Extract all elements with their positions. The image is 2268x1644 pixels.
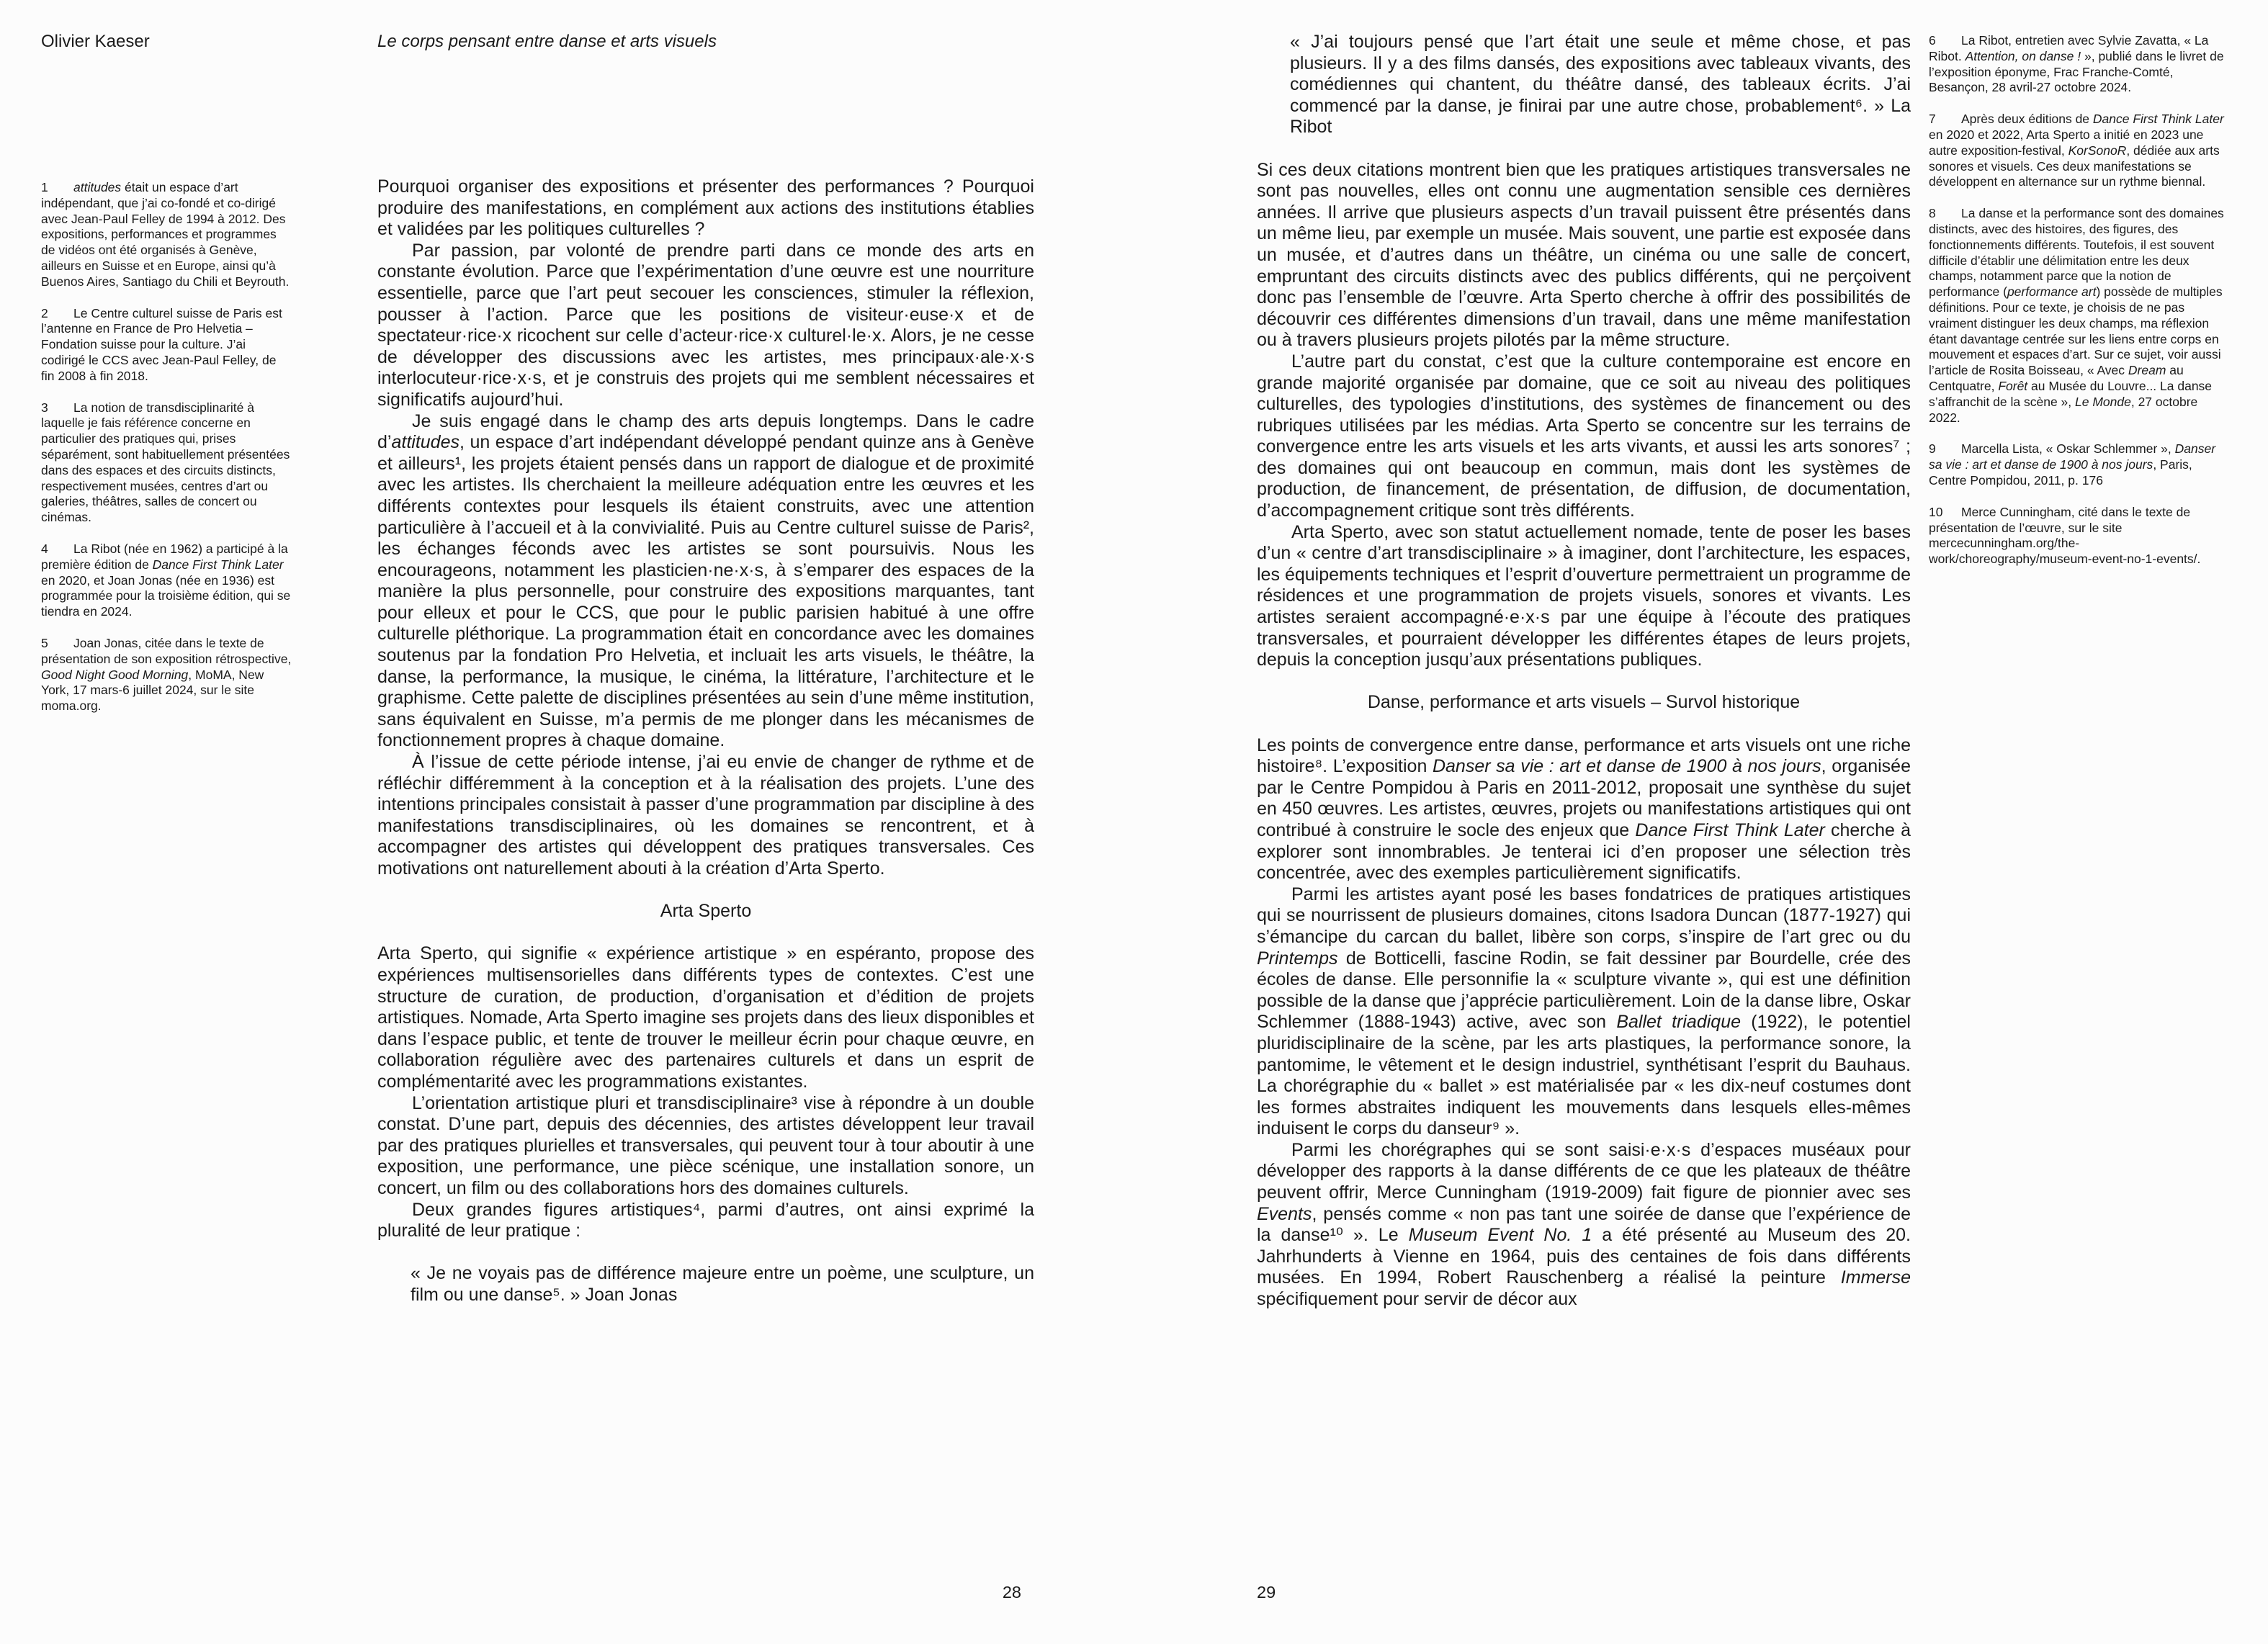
footnote [1929,505,2227,567]
main-text-left [377,176,1034,1327]
block-quote: « J’ai toujours pensé que l’art était une seule et même chose, et pas plusieurs. Il y a des films dansés, des expositions avec tableaux vivants, des comédiennes qui chantent, du théâtre dansé, des tableaux écrits. J’ai commencé par la danse, je finirai par une autre chose, probablement⁶. » La Ribot [1290,32,1911,138]
author-name: Olivier Kaeser [41,32,150,51]
body-paragraph: Les points de convergence entre danse, performance et arts visuels ont une riche histoire⁸. L’exposition Danser sa vie : art et danse de 1900 à nos jours, organisée par le Centre Pompidou à Paris en 2011-2012, proposait une synthèse du sujet en 450 œuvres. Les artistes, œuvres, projets ou manifestations artistiques qui ont contribué à construire le socle des enjeux que Dance First Think Later cherche à explorer sont innombrables. Je tenterai ici d’en proposer une sélection très concentrée, avec des exemples particulièrement significatifs. [1257,735,1911,884]
section-heading: Danse, performance et arts visuels – Survol historique [1367,692,1801,713]
footnote [41,306,292,385]
footnote-text: attitudes était un espace d’art indépendant, que j’ai co-fondé et co-dirigé avec Jean-Paul Felley de 1994 à 2012. Des expositions, performances et programmes de vidéos ont été organisés à Genève, ailleurs en Suisse et en Europe, ainsi qu’à Buenos Aires, Santiago du Chili et Beyrouth. [41,180,290,289]
footnote [41,542,292,620]
footnote-text: La notion de transdisciplinarité à laquelle je fais référence concerne en particulier des pratiques qui, prises séparément, sont habituellement présentées dans des espaces et des circuits distincts, respectivement musées, centres d’art ou galeries, théâtres, salles de concert ou cinémas. [41,400,290,525]
footnote-number: 10 [1929,504,1943,519]
section-heading: Arta Sperto [660,901,752,922]
footnote [1929,441,2227,488]
body-paragraph: Parmi les chorégraphes qui se sont saisi·e·x·s d’espaces muséaux pour développer des rapports à la danse différents de ce que les plateaux de théâtre peuvent offrir, Merce Cunningham (1919-2009) fait figure de pionnier avec ses Events, pensés comme « non pas tant une soirée de danse que l’expérience de la danse¹⁰ ». Le Museum Event No. 1 a été présenté au Museum des 20. Jahrhunderts à Vienne en 1964, puis des centaines de fois dans différents musées. En 1994, Robert Rauschenberg a réalisé la peinture Immerse spécifiquement pour servir de décor aux [1257,1139,1911,1310]
footnote-text: Après deux éditions de Dance First Think Later en 2020 et 2022, Arta Sperto a initié en 2023 une autre exposition-festival, KorSonoR, dédiée aux arts sonores et visuels. Ces deux manifestations se développent en alternance sur un rythme biennal. [1929,112,2224,189]
footnote-number: 3 [41,400,48,415]
footnote-text: La danse et la performance sont des domaines distincts, avec des histoires, des figures, des fonctionnements différents. Toutefois, il est souvent difficile d’établir une délimitation entre les deux champs, notamment parce que la notion de performance (performance art) possède de multiples définitions. Pour ce texte, je choisis de ne pas vraiment distinguer les deux champs, ma réflexion étant davantage centrée sur les liens entre corps en mouvement et espaces d’art. Sur ce sujet, voir aussi l’article de Rosita Boisseau, « Avec Dream au Centquatre, Forêt au Musée du Louvre... La danse s’affranchit de la scène », Le Monde, 27 octobre 2022. [1929,206,2224,425]
body-paragraph: Pourquoi organiser des expositions et présenter des performances ? Pourquoi produire des manifestations, en complément aux actions des institutions établies et validées par les politiques culturelles ? [377,176,1034,240]
body-paragraph: L’autre part du constat, c’est que la culture contemporaine est encore en grande majorité organisée par domaine, que ce soit au niveau des politiques culturelles, des typologies d’institutions, des systèmes de financement ou des rubriques utilisées par les médias. Arta Sperto se concentre sur les terrains de convergence entre les arts visuels et les arts vivants, et aussi les arts sonores⁷ ; des domaines qui ont beaucoup en commun, mais dont les systèmes de production, de financement, de présentation, de diffusion, de documentation, d’accompagnement critique sont très différents. [1257,351,1911,521]
footnote-number: 5 [41,635,48,650]
footnote [41,180,292,290]
footnote-number: 9 [1929,441,1936,457]
body-paragraph: Deux grandes figures artistiques⁴, parmi d’autres, ont ainsi exprimé la pluralité de leur pratique : [377,1199,1034,1241]
footnote-text: La Ribot, entretien avec Sylvie Zavatta, « La Ribot. Attention, on danse ! », publié dans le livret de l’exposition éponyme, Frac Franche-Comté, Besançon, 28 avril-27 octobre 2024. [1929,33,2224,95]
body-paragraph: L’orientation artistique pluri et transdisciplinaire³ vise à répondre à un double constat. D’une part, depuis des décennies, des artistes développent leur travail par des pratiques plurielles et transversales, qui peuvent tour à tour aboutir à une exposition, une performance, une pièce scénique, une installation sonore, un concert, un film ou des collaborations hors des domaines culturels. [377,1092,1034,1198]
footnote [41,636,292,714]
body-paragraph: Par passion, par volonté de prendre parti dans ce monde des arts en constante évolution. Parce que l’expérimentation d’une œuvre est une nourriture essentielle, parce que l’art peut secouer les consciences, stimuler la réflexion, pousser à l’action. Parce que les positions de visiteur·euse·x et de spectateur·rice·x ricochent sur celle d’acteur·rice·x culturel·le·x. Alors, je ne cesse de développer des discussions avec les artistes, mes principaux·ale·x·s interlocuteur·rice·x·s, et je construis des projets qui me semblent nécessaires et significatifs aujourd’hui. [377,240,1034,410]
footnote-column-left [41,180,292,730]
block-quote: « Je ne voyais pas de différence majeure entre un poème, une sculpture, un film ou une danse⁵. » Joan Jonas [411,1263,1034,1305]
footnote-number: 2 [41,305,48,320]
footnote [1929,33,2227,96]
body-paragraph: Parmi les artistes ayant posé les bases fondatrices de pratiques artistiques qui se nourrissent de plusieurs domaines, citons Isadora Duncan (1877-1927) qui s’émancipe du carcan du ballet, libère son corps, s’inspire de l’art grec ou du Printemps de Botticelli, fascine Rodin, se fait dessiner par Bourdelle, crée des écoles de danse. Elle personnifie la « sculpture vivante », qui est une définition possible de la danse que j’apprécie particulièrement. Loin de la danse libre, Oskar Schlemmer (1888-1943) active, avec son Ballet triadique (1922), le potentiel pluridisciplinaire de la scène, par les arts plastiques, la performance sonore, la pantomime, le vêtement et le design industriel, synthétisant l’esprit du Bauhaus. La chorégraphie du « ballet » est matérialisée par « les dix-neuf costumes dont les formes abstraites indiquent les mouvements dans lesquels elles-mêmes induisent le corps du danseur⁹ ». [1257,884,1911,1139]
article-title: Le corps pensant entre danse et arts visuels [377,32,717,51]
footnote [41,400,292,526]
body-paragraph: Arta Sperto, avec son statut actuellement nomade, tente de poser les bases d’un « centre d’art transdisciplinaire » à imaginer, dont l’architecture, les espaces, les équipements techniques et l’esprit d’ouverture permettraient un programme de résidences et une programmation de projets visuels, sonores et vivants. Les artistes seraient accompagné·e·x·s par une équipe à l’écoute des pratiques transversales, et pourraient développer les différentes étapes de leurs projets, depuis la conception jusqu’aux présentations publiques. [1257,521,1911,670]
footnote [1929,112,2227,190]
page-number: 28 [1002,1583,1021,1602]
footnote-number: 1 [41,180,48,194]
page-number: 29 [1257,1583,1276,1602]
main-text-right [1257,32,1911,1311]
footnote-text: Merce Cunningham, cité dans le texte de présentation de l’œuvre, sur le site mercecunningham.org/the-work/choreography/museum-event-no-1-events/. [1929,504,2201,567]
footnote-number: 8 [1929,206,1936,221]
footnote [1929,206,2227,426]
footnote-text: Joan Jonas, citée dans le texte de présentation de son exposition rétrospective, Good Night Good Morning, MoMA, New York, 17 mars-6 juillet 2024, sur le site moma.org. [41,635,292,714]
footnote-text: Marcella Lista, « Oskar Schlemmer », Danser sa vie : art et danse de 1900 à nos jours, Paris, Centre Pompidou, 2011, p. 176 [1929,441,2216,488]
footnote-text: La Ribot (née en 1962) a participé à la première édition de Dance First Think Later en 2020, et Joan Jonas (née en 1936) est programmée pour la troisième édition, qui se tiendra en 2024. [41,541,291,619]
footnote-text: Le Centre culturel suisse de Paris est l’antenne en France de Pro Helvetia – Fondation suisse pour la culture. J’ai codirigé le CCS avec Jean-Paul Felley, de fin 2008 à fin 2018. [41,305,282,383]
footnote-number: 7 [1929,112,1936,127]
footnote-number: 6 [1929,33,1936,48]
body-paragraph: Si ces deux citations montrent bien que les pratiques artistiques transversales ne sont pas nouvelles, elles ont connu une augmentation sensible ces dernières années. Il arrive que plusieurs aspects d’un travail puissent être présentés dans un même lieu, par exemple un musée. Mais souvent, une partie est exposée dans un musée, et d’autres dans un théâtre, un cinéma ou une salle de concert, empruntant des circuits distincts avec des publics différents, qui ne perçoivent donc pas l’ensemble de l’œuvre. Arta Sperto cherche à offrir des possibilités de découvrir ces différentes dimensions d’un travail, dans une même manifestation ou à travers plusieurs projets pilotés par la même structure. [1257,159,1911,351]
body-paragraph: Je suis engagé dans le champ des arts depuis longtemps. Dans le cadre d’attitudes, un espace d’art indépendant développé pendant quinze ans à Genève et ailleurs¹, les projets étaient pensés dans un rapport de dialogue et de proximité avec les artistes. Ils cherchaient la meilleure adéquation entre les œuvres et les différents contextes pour lesquels ils étaient construits, avec une attention particulière à l’accueil et à la convivialité. Puis au Centre culturel suisse de Paris², les échanges féconds avec les artistes se sont poursuivis. Nous les encourageons, notamment les plasticien·ne·x·s, à s’emparer des espaces de la manière la plus personnelle, pour construire des expositions marquantes, tant pour elleux et pour le CCS, que pour le public parisien habitué à une offre culturelle pléthorique. La programmation était en concordance avec les domaines soutenus par la fondation Pro Helvetia, et incluait les arts visuels, le théâtre, la danse, la performance, la musique, le cinéma, la littérature, l’architecture et le graphisme. Cette palette de disciplines présentées au sein d’une même institution, sans équivalent en Suisse, m’a permis de me plonger dans les mécanismes de fonctionnement propres à chaque domaine. [377,410,1034,751]
footnote-number: 4 [41,541,48,556]
footnote-column-right [1929,33,2227,583]
body-paragraph: À l’issue de cette période intense, j’ai eu envie de changer de rythme et de réfléchir différemment à la conception et à la réalisation des projets. L’une des intentions principales consistait à passer d’une programmation par discipline à des manifestations transdisciplinaires, où les domaines se rencontrent, et à accompagner des artistes qui développent des pratiques transversales. Ces motivations ont naturellement abouti à la création d’Arta Sperto. [377,752,1034,879]
body-paragraph: Arta Sperto, qui signifie « expérience artistique » en espéranto, propose des expériences multisensorielles dans différents types de contextes. C’est une structure de curation, de production, d’organisation et d’édition de projets artistiques. Nomade, Arta Sperto imagine ses projets dans des lieux disponibles et dans l’espace public, et tente de trouver le meilleur écrin pour chaque œuvre, en collaboration régulière avec des partenaires culturels et dans un esprit de complémentarité avec les programmations existantes. [377,943,1034,1092]
